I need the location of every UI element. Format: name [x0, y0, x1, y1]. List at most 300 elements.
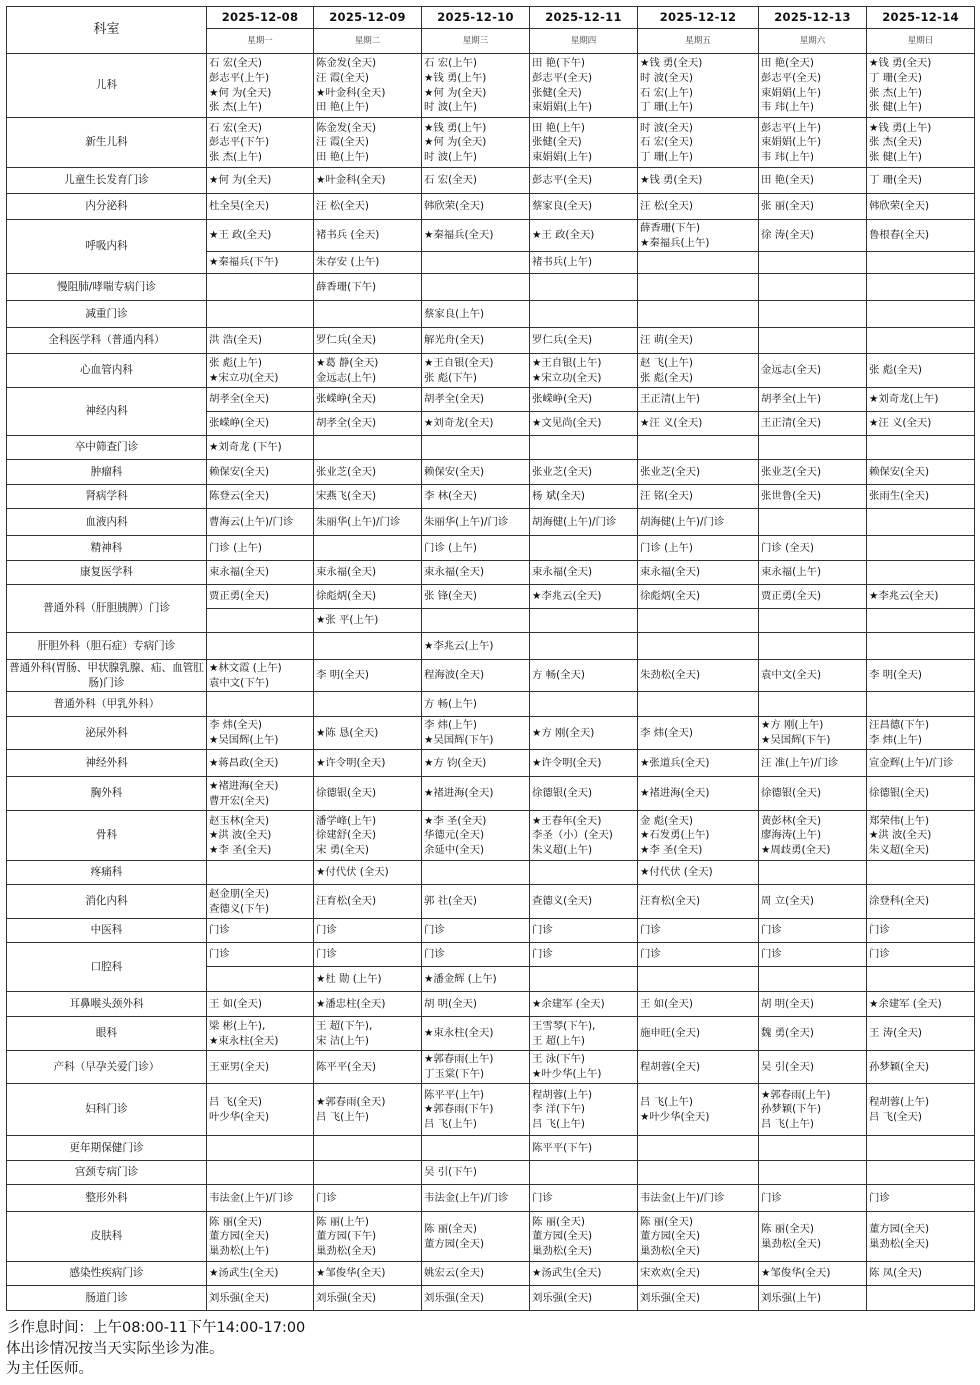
schedule-row [7, 220, 975, 252]
doctor-schedule-cell: 韦法金(上午)/门诊 [207, 1185, 314, 1212]
schedule-row [7, 585, 975, 609]
doctor-schedule-cell: 门诊 (全天) [759, 536, 867, 561]
doctor-schedule-cell: 束永福(全天) [314, 561, 422, 585]
schedule-row [7, 1084, 975, 1136]
doctor-schedule-cell: ★潘忠柱(全天) [314, 992, 422, 1017]
department-name: 消化内科 [7, 885, 207, 919]
doctor-schedule-cell [530, 633, 638, 660]
doctor-schedule-cell: 陈 凤(全天) [867, 1262, 975, 1286]
doctor-schedule-cell: 吕 飞(全天) 叶少华(全天) [207, 1084, 314, 1136]
doctor-schedule-cell [530, 967, 638, 992]
department-name: 儿童生长发育门诊 [7, 168, 207, 194]
doctor-schedule-cell: 李 炜(上午) ★吴国辉(下午) [422, 717, 530, 750]
doctor-schedule-cell: 汪育松(全天) [638, 885, 759, 919]
schedule-row [7, 388, 975, 412]
doctor-schedule-cell: ★钱 勇(全天) [638, 168, 759, 194]
doctor-schedule-cell: 刘乐强(全天) [422, 1286, 530, 1311]
doctor-schedule-cell [530, 436, 638, 460]
doctor-schedule-cell: ★叶金科(全天) [314, 168, 422, 194]
doctor-schedule-cell [867, 609, 975, 633]
doctor-schedule-cell: 丁 珊(全天) [867, 168, 975, 194]
doctor-schedule-cell [638, 1136, 759, 1161]
doctor-schedule-cell: 涂登科(全天) [867, 885, 975, 919]
department-name: 胸外科 [7, 777, 207, 811]
doctor-schedule-cell: ★钱 勇(全天) 丁 珊(全天) 张 杰(上午) 张 健(上午) [867, 54, 975, 118]
department-name: 泌尿外科 [7, 717, 207, 750]
doctor-schedule-cell [314, 536, 422, 561]
doctor-schedule-cell [759, 633, 867, 660]
schedule-row [7, 633, 975, 660]
doctor-schedule-cell: ★钱 勇(上午) 张 杰(全天) 张 健(上午) [867, 118, 975, 168]
doctor-schedule-cell: 张业芝(全天) [314, 460, 422, 485]
doctor-schedule-cell [422, 861, 530, 885]
doctor-schedule-cell: 陈 丽(全天) 巢劲松(全天) [759, 1212, 867, 1262]
doctor-schedule-cell [867, 1161, 975, 1185]
doctor-schedule-cell: 孙梦颖(全天) [867, 1051, 975, 1084]
doctor-schedule-cell: ★王自银(全天) 张 彪(下午) [422, 354, 530, 388]
schedule-row [7, 750, 975, 777]
date-header: 2025-12-09 [314, 7, 422, 29]
doctor-schedule-cell: 门诊 [867, 919, 975, 943]
doctor-schedule-cell: ★方 刚(全天) [530, 717, 638, 750]
doctor-schedule-cell [759, 301, 867, 328]
doctor-schedule-cell: ★秦福兵(全天) [422, 220, 530, 252]
doctor-schedule-cell [638, 252, 759, 274]
doctor-schedule-cell: 王 涛(全天) [867, 1017, 975, 1051]
weekday-header: 星期四 [530, 29, 638, 54]
department-name: 卒中筛查门诊 [7, 436, 207, 460]
doctor-schedule-cell: 曹海云(上午)/门诊 [207, 509, 314, 536]
schedule-table [6, 6, 975, 1311]
doctor-schedule-cell [867, 536, 975, 561]
weekday-header: 星期一 [207, 29, 314, 54]
doctor-schedule-cell [314, 633, 422, 660]
doctor-schedule-cell: 田 艳(全天) [759, 168, 867, 194]
schedule-row [7, 436, 975, 460]
doctor-schedule-cell: 陈 丽(全天) 董方园(全天) 巢劲松(全天) [530, 1212, 638, 1262]
date-header: 2025-12-13 [759, 7, 867, 29]
doctor-schedule-cell: 胡海健(上午)/门诊 [638, 509, 759, 536]
doctor-schedule-cell: 金 彪(全天) ★石发勇(上午) ★李 圣(全天) [638, 811, 759, 861]
department-name: 普通外科（甲乳外科） [7, 692, 207, 717]
doctor-schedule-cell: 束永福(全天) [422, 561, 530, 585]
doctor-schedule-cell [314, 692, 422, 717]
schedule-row [7, 692, 975, 717]
weekday-header: 星期三 [422, 29, 530, 54]
doctor-schedule-cell: 程胡蓉(上午) 李 洋(下午) 吕 飞(上午) [530, 1084, 638, 1136]
doctor-schedule-cell: ★李 圣(全天) 华德元(全天) 余延中(全天) [422, 811, 530, 861]
doctor-schedule-cell: ★李兆云(全天) [530, 585, 638, 609]
doctor-schedule-cell [867, 692, 975, 717]
doctor-schedule-cell: 门诊 [422, 919, 530, 943]
doctor-schedule-cell: 胡孝全(全天) [207, 388, 314, 412]
doctor-schedule-cell: 汪 萌(全天) [638, 328, 759, 354]
footnote-star-legend: 为主任医师。 [6, 1361, 93, 1377]
doctor-schedule-cell: 赵玉林(全天) ★洪 波(全天) ★李 圣(全天) [207, 811, 314, 861]
doctor-schedule-cell: 王 如(全天) [207, 992, 314, 1017]
doctor-schedule-cell: 陈金发(全天) 汪 霞(全天) 田 艳(上午) [314, 118, 422, 168]
doctor-schedule-cell [759, 436, 867, 460]
doctor-schedule-cell [207, 861, 314, 885]
doctor-schedule-cell: 杨 斌(全天) [530, 485, 638, 509]
doctor-schedule-cell: 施申旺(全天) [638, 1017, 759, 1051]
doctor-schedule-cell: 汪 铭(全天) [638, 485, 759, 509]
doctor-schedule-cell: 刘乐强(全天) [530, 1286, 638, 1311]
doctor-schedule-cell: 门诊 [759, 943, 867, 967]
department-name: 康复医学科 [7, 561, 207, 585]
department-name: 内分泌科 [7, 194, 207, 220]
doctor-schedule-cell [207, 1161, 314, 1185]
schedule-row [7, 274, 975, 301]
doctor-schedule-cell: ★陈 恳(全天) [314, 717, 422, 750]
doctor-schedule-cell: 蔡家良(全天) [530, 194, 638, 220]
doctor-schedule-cell: 赖保安(全天) [867, 460, 975, 485]
doctor-schedule-cell: 吴 引(下午) [422, 1161, 530, 1185]
schedule-row [7, 811, 975, 861]
doctor-schedule-cell: ★李兆云(全天) [867, 585, 975, 609]
doctor-schedule-cell [207, 301, 314, 328]
footnotes [6, 1318, 305, 1380]
doctor-schedule-cell: ★张道兵(全天) [638, 750, 759, 777]
doctor-schedule-cell [759, 609, 867, 633]
department-name: 心血管内科 [7, 354, 207, 388]
doctor-schedule-cell: ★汪 义(全天) [867, 412, 975, 436]
department-name: 肿瘤科 [7, 460, 207, 485]
doctor-schedule-cell: 门诊 [638, 943, 759, 967]
doctor-schedule-cell: 门诊 [207, 919, 314, 943]
doctor-schedule-cell [530, 609, 638, 633]
schedule-row [7, 1161, 975, 1185]
doctor-schedule-cell: 程海波(全天) [422, 660, 530, 692]
doctor-schedule-cell: 王正清(上午) [638, 388, 759, 412]
schedule-row [7, 194, 975, 220]
doctor-schedule-cell: 陈金发(全天) 汪 霞(全天) ★叶金科(全天) 田 艳(上午) [314, 54, 422, 118]
department-name: 普通外科（肝胆胰脾）门诊 [7, 585, 207, 633]
doctor-schedule-cell: 李 林(全天) [422, 485, 530, 509]
doctor-schedule-cell: ★潘金辉 (上午) [422, 967, 530, 992]
department-column-header: 科室 [7, 7, 207, 54]
doctor-schedule-cell: 程胡蓉(全天) [638, 1051, 759, 1084]
doctor-schedule-cell: 查德义(全天) [530, 885, 638, 919]
doctor-schedule-cell [759, 509, 867, 536]
doctor-schedule-cell: 彭志平(全天) [530, 168, 638, 194]
department-name: 减重门诊 [7, 301, 207, 328]
department-name: 肝胆外科（胆石症）专病门诊 [7, 633, 207, 660]
doctor-schedule-cell [530, 1161, 638, 1185]
doctor-schedule-cell [638, 633, 759, 660]
doctor-schedule-cell: 李 明(全天) [867, 660, 975, 692]
doctor-schedule-cell: 汪 松(全天) [314, 194, 422, 220]
doctor-schedule-cell [759, 328, 867, 354]
department-name: 精神科 [7, 536, 207, 561]
doctor-schedule-cell [759, 1136, 867, 1161]
schedule-row [7, 861, 975, 885]
doctor-schedule-cell: 石 宏(上午) ★钱 勇(上午) ★何 为(全天) 时 波(上午) [422, 54, 530, 118]
doctor-schedule-cell: 胡孝全(全天) [314, 412, 422, 436]
schedule-row [7, 561, 975, 585]
doctor-schedule-cell: 田 艳(全天) 彭志平(全天) 束娟娟(上午) 韦 玮(上午) [759, 54, 867, 118]
doctor-schedule-cell: 门诊 [638, 919, 759, 943]
doctor-schedule-cell [867, 861, 975, 885]
doctor-schedule-cell [314, 436, 422, 460]
doctor-schedule-cell: 洪 浩(全天) [207, 328, 314, 354]
doctor-schedule-cell: 宣金辉(上午)/门诊 [867, 750, 975, 777]
doctor-schedule-cell: ★褚进海(全天) 曹开宏(全天) [207, 777, 314, 811]
doctor-schedule-cell: 陈 丽(全天) 董方园(全天) 巢劲松(上午) [207, 1212, 314, 1262]
doctor-schedule-cell: 刘乐强(全天) [314, 1286, 422, 1311]
department-name: 皮肤科 [7, 1212, 207, 1262]
doctor-schedule-cell: 贾正勇(全天) [759, 585, 867, 609]
doctor-schedule-cell: 张 丽(全天) [759, 194, 867, 220]
doctor-schedule-cell: 张雨生(全天) [867, 485, 975, 509]
doctor-schedule-cell: ★束永柱(全天) [422, 1017, 530, 1051]
department-name: 产科（早孕关爱门诊） [7, 1051, 207, 1084]
doctor-schedule-cell: 薛香珊(下午) [314, 274, 422, 301]
doctor-schedule-cell: ★刘奇龙(全天) [422, 412, 530, 436]
schedule-row [7, 168, 975, 194]
doctor-schedule-cell [207, 1136, 314, 1161]
doctor-schedule-cell [207, 609, 314, 633]
doctor-schedule-cell: 胡孝全(全天) [422, 388, 530, 412]
doctor-schedule-cell [759, 274, 867, 301]
department-name: 全科医学科（普通内科） [7, 328, 207, 354]
doctor-schedule-cell: 朱丽华(上午)/门诊 [422, 509, 530, 536]
doctor-schedule-cell: 张业芝(全天) [638, 460, 759, 485]
doctor-schedule-cell [759, 861, 867, 885]
doctor-schedule-cell: ★邹俊华(全天) [759, 1262, 867, 1286]
doctor-schedule-cell [638, 692, 759, 717]
doctor-schedule-cell: 徐德银(全天) [867, 777, 975, 811]
doctor-schedule-cell: 赖保安(全天) [422, 460, 530, 485]
doctor-schedule-cell: 王正清(全天) [759, 412, 867, 436]
doctor-schedule-cell: 袁中文(全天) [759, 660, 867, 692]
department-name: 疼痛科 [7, 861, 207, 885]
doctor-schedule-cell: 束永福(全天) [530, 561, 638, 585]
doctor-schedule-cell: 解光舟(全天) [422, 328, 530, 354]
doctor-schedule-cell: 陈 丽(全天) 董方园(全天) [422, 1212, 530, 1262]
schedule-row [7, 717, 975, 750]
doctor-schedule-cell: 石 宏(全天) [422, 168, 530, 194]
doctor-schedule-cell: ★何 为(全天) [207, 168, 314, 194]
doctor-schedule-cell: ★付代伏 (全天) [638, 861, 759, 885]
schedule-body [7, 7, 975, 1311]
doctor-schedule-cell: 张业芝(全天) [530, 460, 638, 485]
department-name: 神经外科 [7, 750, 207, 777]
department-name: 肠道门诊 [7, 1286, 207, 1311]
schedule-row [7, 509, 975, 536]
doctor-schedule-cell [207, 692, 314, 717]
doctor-schedule-cell: 李 炜(全天) ★吴国辉(上午) [207, 717, 314, 750]
doctor-schedule-cell [638, 274, 759, 301]
schedule-row [7, 328, 975, 354]
department-name: 神经内科 [7, 388, 207, 436]
doctor-schedule-cell [759, 692, 867, 717]
doctor-schedule-cell: ★邹俊华(全天) [314, 1262, 422, 1286]
doctor-schedule-cell: ★褚进海(全天) [422, 777, 530, 811]
doctor-schedule-cell: 田 艳(下午) 彭志平(全天) 张健(全天) 束娟娟(上午) [530, 54, 638, 118]
schedule-row [7, 943, 975, 967]
doctor-schedule-cell: 赵金朋(全天) 查德义(下午) [207, 885, 314, 919]
doctor-schedule-cell [867, 1286, 975, 1311]
doctor-schedule-cell: 王 如(全天) [638, 992, 759, 1017]
doctor-schedule-cell: ★郭春雨(上午) 丁玉棠(下午) [422, 1051, 530, 1084]
doctor-schedule-cell [314, 301, 422, 328]
doctor-schedule-cell: 门诊 [759, 919, 867, 943]
doctor-schedule-cell: 门诊 [314, 919, 422, 943]
doctor-schedule-cell: 韦法金(上午)/门诊 [638, 1185, 759, 1212]
schedule-row [7, 354, 975, 388]
doctor-schedule-cell [867, 967, 975, 992]
doctor-schedule-cell: ★文见尚(全天) [530, 412, 638, 436]
schedule-row [7, 919, 975, 943]
doctor-schedule-cell: 方 畅(上午) [422, 692, 530, 717]
doctor-schedule-cell: 王 超(下午), 宋 洁(上午) [314, 1017, 422, 1051]
department-name: 整形外科 [7, 1185, 207, 1212]
doctor-schedule-cell [530, 274, 638, 301]
doctor-schedule-cell: 门诊 [530, 943, 638, 967]
doctor-schedule-cell: 张 锋(全天) [422, 585, 530, 609]
doctor-schedule-cell: 陈 丽(全天) 董方园(全天) 巢劲松(全天) [638, 1212, 759, 1262]
doctor-schedule-cell: 潘学峰(上午) 徐建舒(全天) 宋 勇(全天) [314, 811, 422, 861]
doctor-schedule-cell: 韩欣荣(全天) [867, 194, 975, 220]
doctor-schedule-cell: 黄彭林(全天) 廖海涛(上午) ★周歧勇(全天) [759, 811, 867, 861]
doctor-schedule-cell: ★许令明(全天) [530, 750, 638, 777]
doctor-schedule-cell: 朱丽华(上午)/门诊 [314, 509, 422, 536]
doctor-schedule-cell [867, 301, 975, 328]
doctor-schedule-cell: 陈平平(下午) [530, 1136, 638, 1161]
doctor-schedule-cell: 胡孝全(上午) [759, 388, 867, 412]
weekday-header: 星期五 [638, 29, 759, 54]
doctor-schedule-cell: 王亚男(全天) [207, 1051, 314, 1084]
doctor-schedule-cell: 汪 准(上午)/门诊 [759, 750, 867, 777]
doctor-schedule-cell: 束永福(全天) [638, 561, 759, 585]
doctor-schedule-cell: 姚宏云(全天) [422, 1262, 530, 1286]
department-name: 普通外科(胃肠、甲状腺乳腺、疝、血管肛肠)门诊 [7, 660, 207, 692]
doctor-schedule-cell: 陈登云(全天) [207, 485, 314, 509]
doctor-schedule-cell: ★郭春雨(上午) 孙梦颖(下午) 吕 飞(上午) [759, 1084, 867, 1136]
doctor-schedule-cell: 彭志平(上午) 束娟娟(上午) 韦 玮(上午) [759, 118, 867, 168]
doctor-schedule-cell: 金远志(全天) [759, 354, 867, 388]
doctor-schedule-cell: 石 宏(全天) 彭志平(上午) ★何 为(全天) 张 杰(上午) [207, 54, 314, 118]
doctor-schedule-cell [759, 252, 867, 274]
doctor-schedule-cell: 张世鲁(全天) [759, 485, 867, 509]
weekday-header: 星期日 [867, 29, 975, 54]
doctor-schedule-cell: 石 宏(全天) 彭志平(下午) 张 杰(上午) [207, 118, 314, 168]
doctor-schedule-cell: 韩欣荣(全天) [422, 194, 530, 220]
doctor-schedule-cell: 陈 丽(上午) 董方园(下午) 巢劲松(全天) [314, 1212, 422, 1262]
doctor-schedule-cell: ★杜 勋 (上午) [314, 967, 422, 992]
weekday-header: 星期二 [314, 29, 422, 54]
doctor-schedule-cell: 陈平平(上午) ★郭春雨(下午) 吕 飞(上午) [422, 1084, 530, 1136]
doctor-schedule-cell: 徐德银(全天) [759, 777, 867, 811]
doctor-schedule-cell [638, 609, 759, 633]
doctor-schedule-cell: 门诊 [867, 1185, 975, 1212]
doctor-schedule-cell: 徐德银(全天) [530, 777, 638, 811]
doctor-schedule-cell: 汪 松(全天) [638, 194, 759, 220]
doctor-schedule-cell: 罗仁兵(全天) [314, 328, 422, 354]
doctor-schedule-cell: 胡 明(全天) [422, 992, 530, 1017]
department-name: 骨科 [7, 811, 207, 861]
department-name: 耳鼻喉头颈外科 [7, 992, 207, 1017]
schedule-row [7, 1262, 975, 1286]
date-header: 2025-12-11 [530, 7, 638, 29]
doctor-schedule-cell [207, 274, 314, 301]
doctor-schedule-cell [867, 328, 975, 354]
department-name: 感染性疾病门诊 [7, 1262, 207, 1286]
schedule-row [7, 536, 975, 561]
doctor-schedule-cell: 门诊 [207, 943, 314, 967]
footnote-actual-schedule: 体出诊情况按当天实际坐诊为准。 [6, 1340, 224, 1357]
doctor-schedule-cell: ★葛 静(全天) 金远志(上午) [314, 354, 422, 388]
doctor-schedule-cell [530, 301, 638, 328]
schedule-row [7, 460, 975, 485]
date-header: 2025-12-08 [207, 7, 314, 29]
doctor-schedule-cell: 束永福(上午) [759, 561, 867, 585]
department-name: 慢阻肺/哮喘专病门诊 [7, 274, 207, 301]
doctor-schedule-cell [638, 967, 759, 992]
department-name: 更年期保健门诊 [7, 1136, 207, 1161]
doctor-schedule-cell: 刘乐强(上午) [759, 1286, 867, 1311]
weekday-header: 星期六 [759, 29, 867, 54]
doctor-schedule-cell [314, 1136, 422, 1161]
doctor-schedule-cell: 王 泳(下午) ★叶少华(上午) [530, 1051, 638, 1084]
doctor-schedule-cell [422, 1136, 530, 1161]
doctor-schedule-cell: 胡海健(上午)/门诊 [530, 509, 638, 536]
department-name: 宫颈专病门诊 [7, 1161, 207, 1185]
doctor-schedule-cell: ★王自银(上午) ★宋立功(全天) [530, 354, 638, 388]
doctor-schedule-cell: 门诊 [530, 1185, 638, 1212]
schedule-row [7, 777, 975, 811]
schedule-row [7, 992, 975, 1017]
department-name: 肾病学科 [7, 485, 207, 509]
schedule-row [7, 885, 975, 919]
date-header: 2025-12-12 [638, 7, 759, 29]
doctor-schedule-cell: 朱存安 (上午) [314, 252, 422, 274]
doctor-schedule-cell [530, 692, 638, 717]
doctor-schedule-cell [867, 252, 975, 274]
doctor-schedule-cell: 田 艳(上午) 张健(全天) 束娟娟(上午) [530, 118, 638, 168]
doctor-schedule-cell: ★蒋昌政(全天) [207, 750, 314, 777]
doctor-schedule-cell: 李 炜(全天) [638, 717, 759, 750]
doctor-schedule-cell: 程胡蓉(上午) 吕 飞(全天) [867, 1084, 975, 1136]
doctor-schedule-cell [759, 967, 867, 992]
doctor-schedule-cell: ★李兆云(上午) [422, 633, 530, 660]
doctor-schedule-cell: 王雪琴(下午), 王 超(上午) [530, 1017, 638, 1051]
doctor-schedule-cell: 鲁根春(全天) [867, 220, 975, 252]
schedule-row [7, 1017, 975, 1051]
doctor-schedule-cell: 薛香珊(下午) ★秦福兵(上午) [638, 220, 759, 252]
doctor-schedule-cell [867, 509, 975, 536]
doctor-schedule-cell: 时 波(全天) 石 宏(全天) 丁 珊(上午) [638, 118, 759, 168]
doctor-schedule-cell: 徐德银(全天) [314, 777, 422, 811]
doctor-schedule-cell: 胡 明(全天) [759, 992, 867, 1017]
department-name: 儿科 [7, 54, 207, 118]
schedule-row [7, 1212, 975, 1262]
schedule-row [7, 660, 975, 692]
schedule-row [7, 118, 975, 168]
doctor-schedule-cell: 刘乐强(全天) [207, 1286, 314, 1311]
doctor-schedule-cell [867, 436, 975, 460]
doctor-schedule-cell: ★汤武生(全天) [530, 1262, 638, 1286]
department-name: 呼吸内科 [7, 220, 207, 274]
doctor-schedule-cell: ★秦福兵(下午) [207, 252, 314, 274]
doctor-schedule-cell: 门诊 [314, 943, 422, 967]
doctor-schedule-cell: 贾正勇(全天) [207, 585, 314, 609]
doctor-schedule-cell: ★王 政(全天) [207, 220, 314, 252]
doctor-schedule-cell [422, 436, 530, 460]
schedule-row [7, 1136, 975, 1161]
doctor-schedule-cell [867, 1136, 975, 1161]
